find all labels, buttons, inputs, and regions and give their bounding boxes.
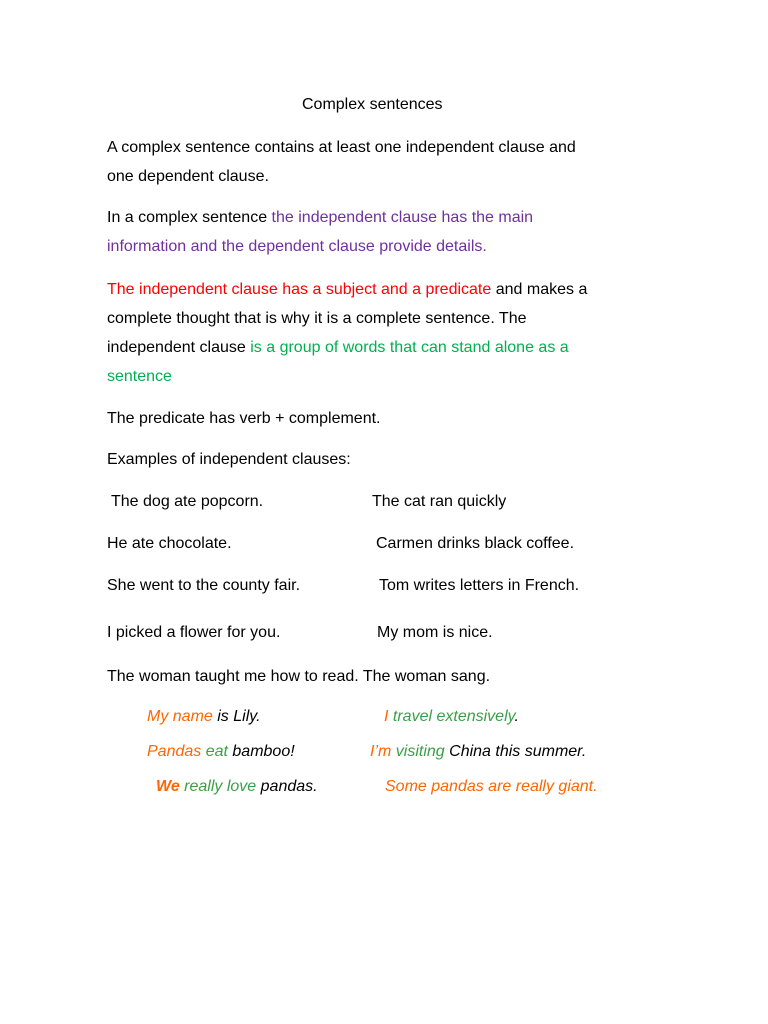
independent-info-line-1: [107, 275, 667, 304]
example-left-1: The dog ate popcorn.: [111, 493, 264, 510]
independent-info-line-3: [107, 333, 667, 362]
r3-left-verb: really love: [179, 778, 257, 795]
example-left-4: I picked a flower for you.: [107, 624, 281, 641]
colored-example-row-3-right: Some pandas are really giant.: [385, 778, 598, 795]
example-right-4: My mom is nice.: [377, 624, 493, 641]
r3-left-subject: We: [156, 778, 180, 795]
r1-right-subject: I: [384, 708, 389, 725]
example-left-2: He ate chocolate.: [107, 535, 232, 552]
r2-right-verb: visiting: [391, 743, 445, 760]
r1-right-verb: travel extensively: [388, 708, 515, 725]
independent-info-line-2: complete thought that is why it is a complete sentence. The: [107, 310, 527, 327]
r2-right-subject: I’m: [370, 743, 392, 760]
example-left-3: She went to the county fair.: [107, 577, 301, 594]
r2-left-subject: Pandas: [147, 743, 202, 760]
independent-info-plain-1: and makes a: [491, 281, 588, 298]
example-right-2: Carmen drinks black coffee.: [376, 535, 575, 552]
colored-example-row-1-left: [147, 707, 261, 727]
independent-info-line-3-plain: independent clause: [107, 339, 251, 356]
complex-info-intro: In a complex sentence: [107, 209, 272, 226]
r1-left-subject: My name: [147, 708, 213, 725]
complex-info-line-1: [107, 203, 667, 232]
independent-info-line-4: sentence: [107, 368, 172, 385]
independent-info-red: The independent clause has a subject and a predicate: [107, 281, 492, 298]
colored-example-row-2-right: [370, 742, 586, 762]
definition-line-1: A complex sentence contains at least one independent clause and: [107, 139, 576, 156]
r2-left-rest: bamboo!: [227, 743, 295, 760]
page-title: Complex sentences: [302, 96, 443, 113]
predicate-note: The predicate has verb + complement.: [107, 410, 381, 427]
r2-right-rest: China this summer.: [444, 743, 587, 760]
example-right-1: The cat ran quickly: [372, 493, 507, 510]
complex-info-highlight-2: information and the dependent clause provide details.: [107, 238, 487, 255]
complex-info-paragraph: [107, 203, 667, 261]
colored-example-row-2-left: [147, 742, 295, 762]
colored-example-row-3-left: [156, 777, 318, 797]
r1-left-rest: is Lily.: [212, 708, 261, 725]
woman-line: The woman taught me how to read. The woman sang.: [107, 668, 491, 685]
independent-info-line-3-green: is a group of words that can stand alone as a: [250, 339, 569, 356]
colored-example-row-1-right: [384, 707, 519, 727]
examples-heading: Examples of independent clauses:: [107, 451, 351, 468]
r2-left-verb: eat: [201, 743, 228, 760]
definition-paragraph: [107, 133, 667, 191]
definition-line-2: one dependent clause.: [107, 168, 269, 185]
complex-info-highlight-1: the independent clause has the main: [271, 209, 534, 226]
r1-right-end: .: [514, 708, 519, 725]
example-right-3: Tom writes letters in French.: [379, 577, 580, 594]
r3-left-rest: pandas.: [256, 778, 318, 795]
independent-info-paragraph: [107, 275, 667, 391]
